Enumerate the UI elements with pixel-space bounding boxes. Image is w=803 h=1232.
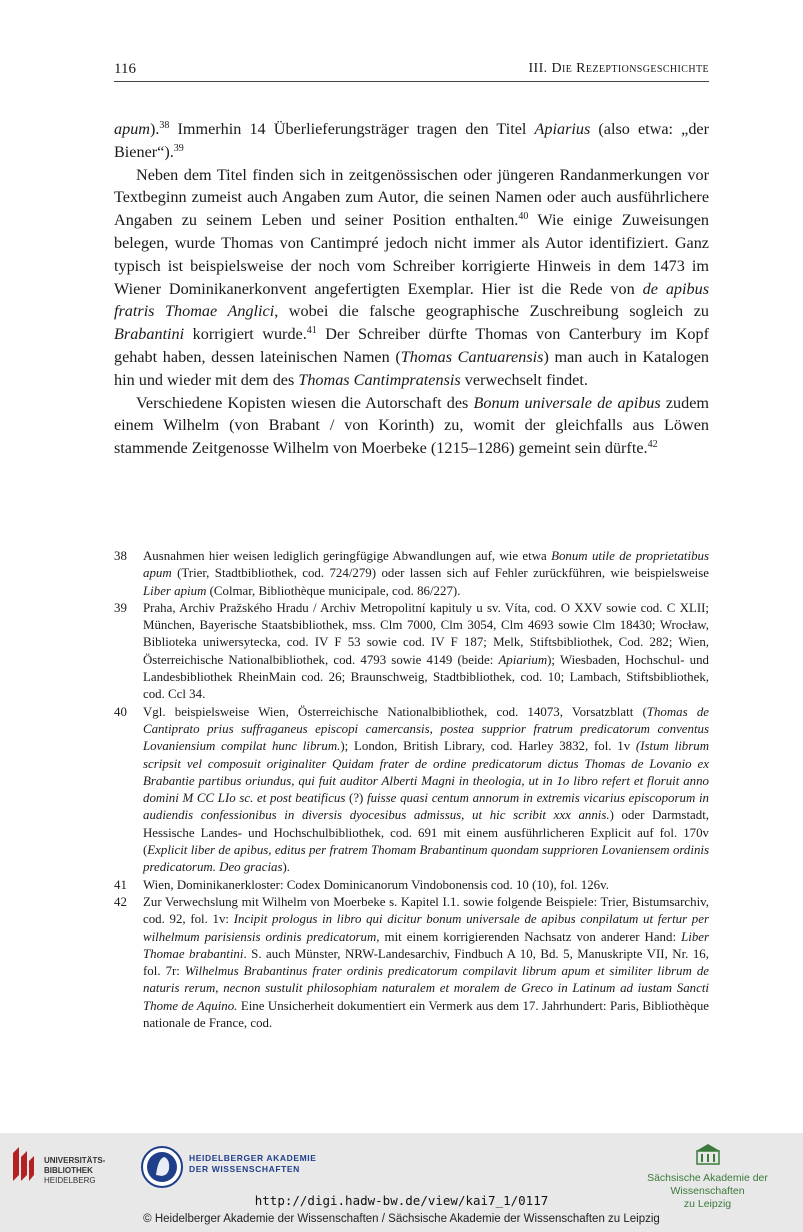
main-text [114, 118, 709, 460]
saxon-academy-building-icon [695, 1143, 721, 1165]
text-run: Vgl. beispielsweise Wien, Österreichische Nationalbibliothek, cod. 14073, Vorsatzblatt ( [143, 704, 647, 719]
text-run: Neben dem Titel finden sich in zeitgenössischen oder jüngeren Randanmerkungen vor Textbeginn zumeist auch Angaben zum Autor, die seinen Namen oder auch ausführlichere Angaben zu seinem Leben und seiner Position enthalten. [114, 165, 709, 230]
italic-text: Liber Thomae brabantini [143, 929, 709, 961]
italic-text: Incipit prologus in libro qui dicitur bonum universale de apibus conpilatum ut fertur per wilhelmum parisiensis ordinis predicatorum [143, 912, 709, 944]
footnote-ref-42[interactable]: 42 [647, 439, 658, 451]
paragraph-2 [114, 164, 709, 392]
italic-text: Brabantini [114, 325, 185, 344]
italic-text: apum [114, 120, 150, 138]
page-header [114, 61, 709, 82]
viewer-footer [0, 1133, 803, 1232]
footnote-number: 38 [114, 549, 127, 563]
text-run: Der Schreiber dürfte Thomas von Canterbury im Kopf gehabt haben, dessen lateinischen Namen ( [114, 325, 709, 366]
footnote-ref-40[interactable]: 40 [518, 211, 529, 223]
text-run: Wien, Dominikanerkloster: Codex Dominicanorum Vindobonensis cod. 10 (10), fol. 126v. [143, 877, 609, 892]
footnote-number: 42 [114, 894, 127, 909]
text-run: ). [282, 860, 291, 875]
footnote-42 [114, 894, 709, 1032]
italic-text: Liber apium [143, 583, 207, 598]
footnote-ref-39[interactable]: 39 [173, 142, 184, 154]
italic-text: fuisse quasi centum annorum in extremis vicarius episcoporum in audiendis confessionibus in diversis dyocesibus admissus, ut hic scribit xxx annis. [143, 791, 709, 823]
footnote-ref-41[interactable]: 41 [306, 325, 317, 337]
saxon-logo-line: Sächsische Akademie der Wissenschaften [647, 1172, 768, 1197]
ub-logo-text [44, 1156, 105, 1186]
text-run: Praha, Archiv Pražského Hradu / Archiv Metropolitní kapituly u sv. Víta, cod. O XXV sowie cod. C XLII; München, Bayerische Staatsbibliothek, mss. Clm 7000, Clm 3054, Clm 4693 sowie Clm 18430; Wrocław, Biblioteka uniwersytecka, cod. IV F 53 sowie cod. IV F 187; Melk, Stiftsbibliothek, Cod. 282; Wien, Österreichische Nationalbibliothek, cod. 4793 sowie 4149 (beide: [143, 600, 709, 667]
italic-text: Thomas Cantimpratensis [298, 370, 461, 389]
page-url-link[interactable]: http://digi.hadw-bw.de/view/kai7_1/0117 [254, 1193, 549, 1208]
heidelberg-academy-logo[interactable] [140, 1145, 360, 1195]
text-run: Ausnahmen hier weisen lediglich geringfügige Abwandlungen auf, wie etwa [143, 549, 552, 563]
text-run: Wie einige Zuweisungen belegen, wurde Thomas von Cantimpré jedoch nicht immer als Autor identifiziert. Ganz typisch ist beispielsweise der noch vom Schreiber korrigierte Hinweis in dem 1473 im Wiener Dominikanerkonvent angefertigten Exemplar. Hier ist die Rede von [114, 211, 709, 298]
italic-text: Explicit liber de apibus, editus per fratrem Thomam Brabantinum quondam supprioren Lovaniensem ordinis predicatorum. Deo gracias [143, 843, 709, 875]
text-run: ); London, British Library, cod. Harley 3832, fol. 1v [340, 739, 636, 754]
footnote-38 [114, 548, 709, 600]
text-run: Eine Unsicherheit dokumentiert ein Vermerk aus dem 17. Jahrhundert: Paris, Bibliothèque nationale de France, cod. [143, 998, 709, 1031]
text-run: (?) [345, 791, 368, 806]
footnote-number: 40 [114, 704, 127, 719]
text-run: ) man auch in Katalogen hin und wieder mit dem des [114, 347, 709, 389]
footnote-number: 39 [114, 600, 127, 615]
paragraph-1 [114, 118, 709, 164]
italic-text: Wilhelmus Brabantinus frater ordinis predicatorum compilavit librum apum et similiter librum de naturis rerum, necnon sustulit philosophiam naturalem et moralem de Greco in Latinum ad iustam Sancti Thome de Aquino. [143, 964, 709, 1013]
paragraph-3 [114, 392, 709, 460]
text-run: zudem einem Wilhelm (von Brabant / von Korinth) zu, womit der gleichfalls aus Löwen stammende Zeitgenosse Wilhelm von Moerbeke (1215–1286) gemeint sein dürfte. [114, 393, 709, 458]
text-run: Zur Verwechslung mit Wilhelm von Moerbeke s. Kapitel I.1. sowie folgende Beispiele: Trier, Bistumsarchiv, cod. 92, fol. 1v: [143, 894, 709, 927]
ub-heidelberg-logo-icon [10, 1143, 36, 1183]
text-run: Immerhin 14 Überlieferungsträger tragen den Titel [169, 120, 535, 138]
text-run: (Trier, Stadtbibliothek, cod. 724/279) oder lassen sich auf Fehler zurückführen, wie beispielsweise [171, 566, 709, 581]
italic-text: Thomas de Cantiprato prius suffraganeus episcopi camercansis, postea supprior fratrum predicatorum conventus Lovaniensium compilat hunc librum. [143, 704, 709, 754]
page-number: 116 [114, 61, 136, 77]
text-run: ). [149, 120, 160, 138]
ub-logo-line: BIBLIOTHEK [44, 1166, 93, 1175]
footnote-39 [114, 600, 709, 704]
italic-text: Apiarius [534, 120, 591, 138]
text-run: (also etwa: „der Biener“). [114, 120, 710, 161]
footnote-40 [114, 704, 709, 877]
text-run: ) oder Darmstadt, Hessische Landes- und Hochschulbibliothek, cod. 691 mit einem ausführlicheren Explicit auf fol. 170v ( [143, 808, 709, 858]
footnotes [114, 548, 709, 1032]
running-title: III. Die Rezeptionsgeschichte [528, 61, 709, 76]
academy-logo-line: HEIDELBERGER AKADEMIE [189, 1153, 317, 1163]
saxon-logo-line: zu Leipzig [683, 1198, 732, 1210]
ub-logo-line: HEIDELBERG [44, 1176, 96, 1185]
footnote-41 [114, 877, 709, 894]
text-run: ); Wiesbaden, Hochschul- und Landesbibliothek RheinMain cod. 26; Braunschweig, Stadtbibliothek, cod. 10; Lambach, Stiftsbibliothek, cod. Ccl 34. [143, 652, 709, 702]
italic-text: (Istum librum scripsit vel composuit originaliter Quidam frater de ordine predicatorum dictus Thomas de Lovanio ex Brabantie partibus oriundus, qui fuit auditor Alberti Magni in theologia, ut in 1o libro refert et floruit anno domini M CC LIo sc. et post beatificus [143, 739, 710, 806]
copyright-notice: © Heidelberger Akademie der Wissenschaften / Sächsische Akademie der Wissenschaften zu Leipzig [143, 1213, 660, 1225]
footnote-number: 41 [114, 877, 127, 892]
academy-logo-text [189, 1153, 317, 1175]
academy-logo-line: DER WISSENSCHAFTEN [189, 1164, 300, 1174]
italic-text: Bonum utile de proprietatibus apum [143, 549, 709, 581]
text-run: (Colmar, Bibliothèque municipale, cod. 86/227). [206, 583, 461, 598]
text-run: , wobei die falsche geographische Zuschreibung sogleich zu [274, 302, 709, 321]
italic-text: Bonum universale de apibus [473, 393, 661, 412]
ub-logo-line: UNIVERSITÄTS- [44, 1156, 106, 1165]
text-run: verwechselt findet. [460, 370, 588, 389]
academy-seal-icon [140, 1145, 184, 1189]
italic-text: Apiarium [498, 652, 548, 667]
text-run: Verschiedene Kopisten wiesen die Autorschaft des [136, 393, 474, 412]
footnote-ref-38[interactable]: 38 [159, 120, 170, 131]
ub-heidelberg-logo[interactable] [10, 1143, 130, 1198]
text-run: korrigiert wurde. [184, 325, 307, 344]
italic-text: de apibus fratris Thomae Anglici [114, 279, 709, 321]
text-run: . S. auch Münster, NRW-Landesarchiv, Findbuch A 10, Bd. 5, Manuskripte VII, Nr. 16, fol. 7r: [143, 946, 709, 979]
text-run: , mit einem korrigierenden Nachsatz von anderer Hand: [376, 929, 682, 944]
italic-text: Thomas Cantuarensis [400, 347, 544, 366]
